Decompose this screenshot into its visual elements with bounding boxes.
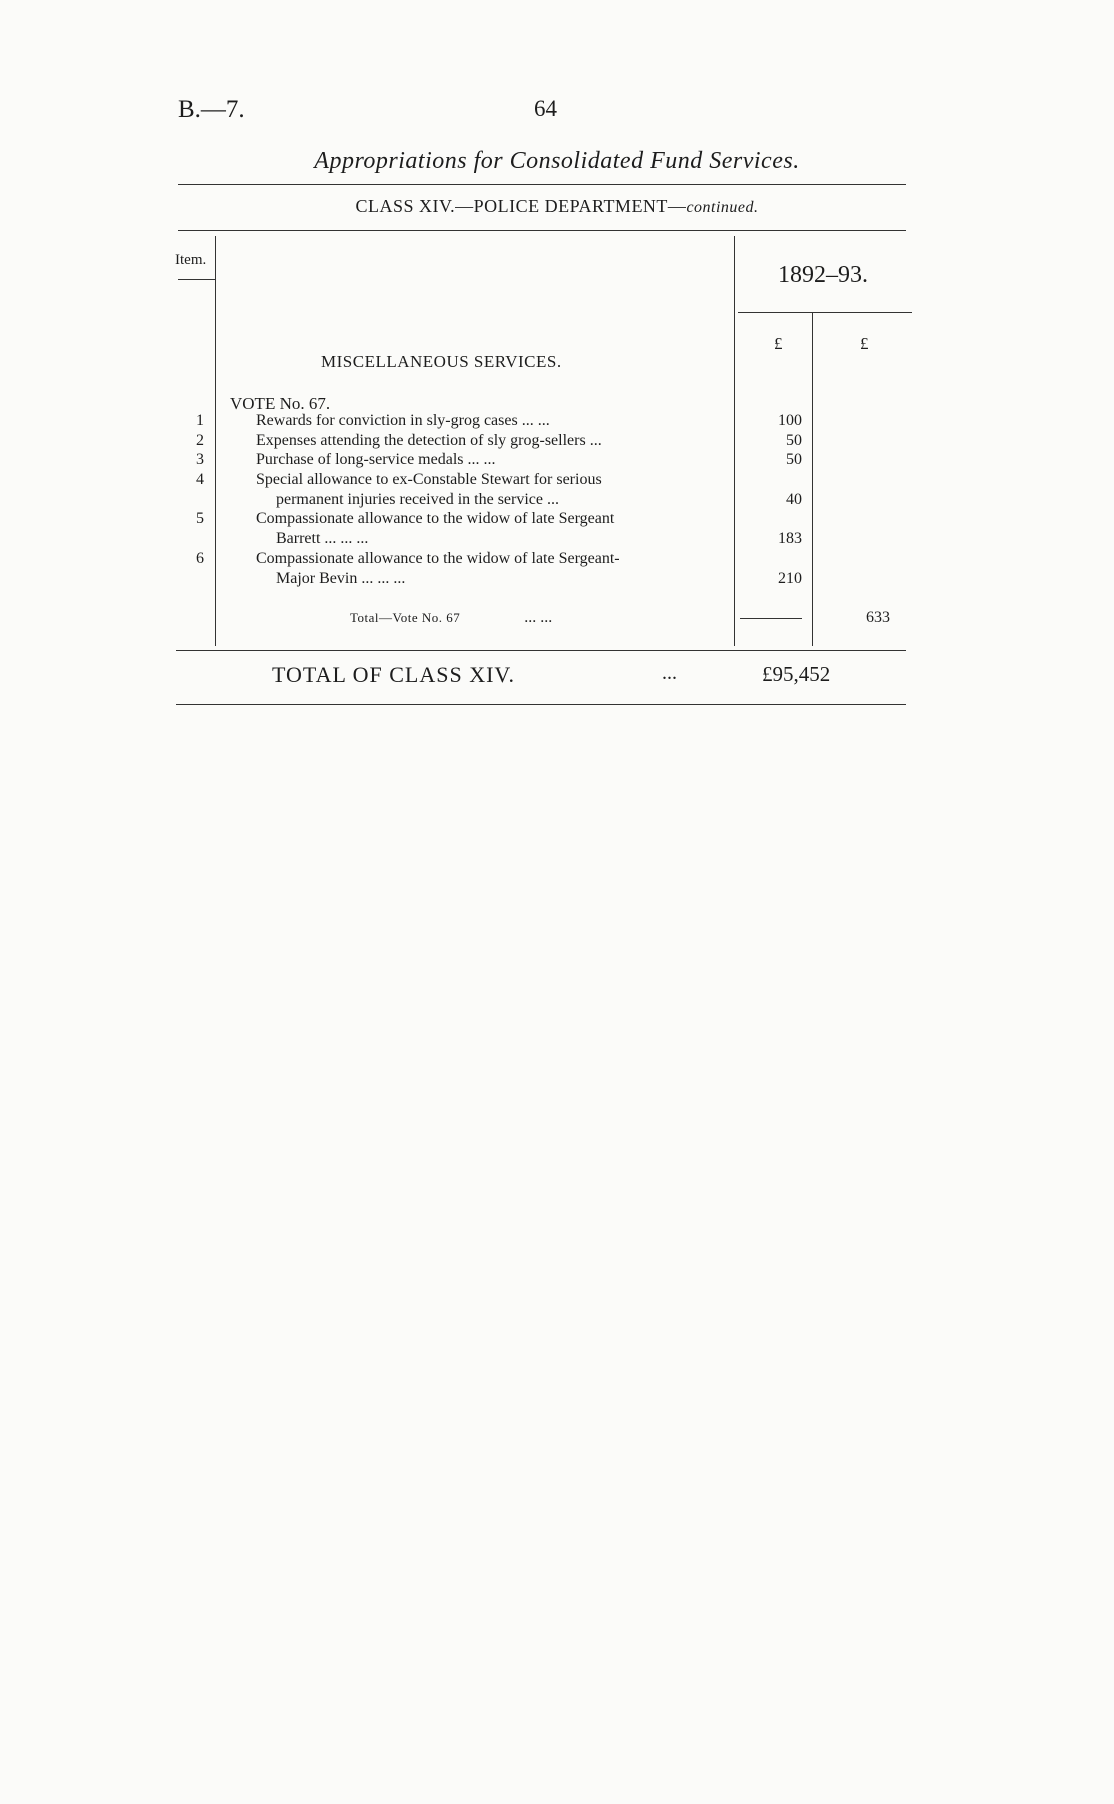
subtotal-dash [740,618,802,619]
item-column-divider [215,236,216,646]
item-number: 5 [196,510,204,527]
grand-total-dots: ... [662,662,677,684]
grand-total-bottom-rule [176,704,906,705]
title-rule [178,184,906,185]
item-number: 4 [196,471,204,488]
vote-total-label [350,609,552,627]
item-amount: 50 [786,432,802,449]
grand-total-label: TOTAL OF CLASS XIV. [272,662,515,687]
item-description-continued: permanent injuries received in the service ... [276,491,559,508]
item-amount: 210 [778,570,802,587]
item-number: 3 [196,451,204,468]
item-description: Rewards for conviction in sly-grog cases ... ... [256,412,550,429]
vote-total-amount: 633 [866,609,890,626]
item-number: 6 [196,550,204,567]
year-column-header: 1892–93. [778,262,868,288]
year-header-underline [738,312,912,313]
item-description: Expenses attending the detection of sly grog-sellers ... [256,432,602,449]
item-column-header: Item. [175,252,207,268]
item-amount: 50 [786,451,802,468]
class-title-main: CLASS XIV.—POLICE DEPARTMENT— [355,196,687,216]
pound-sign-col1: £ [774,334,783,353]
item-description: Compassionate allowance to the widow of late Sergeant [256,510,615,527]
page-number: 64 [534,96,557,121]
table-top-rule [178,230,906,231]
item-description: Compassionate allowance to the widow of late Sergeant- [256,550,620,567]
item-description-continued: Barrett ... ... ... [276,530,369,547]
vote-heading: VOTE No. 67. [230,394,331,413]
item-number: 2 [196,432,204,449]
item-amount: 100 [778,412,802,429]
pound-sign-col2: £ [860,334,869,353]
item-description: Purchase of long-service medals ... ... [256,451,496,468]
document-reference: B.—7. [178,96,245,123]
grand-total-amount: £95,452 [762,662,831,686]
item-amount: 40 [786,491,802,508]
subtotal-column-divider [812,312,813,646]
page-title: Appropriations for Consolidated Fund Services. [314,148,800,174]
item-number: 1 [196,412,204,429]
vote-total-text: Total—Vote No. 67 [350,610,461,625]
section-heading: MISCELLANEOUS SERVICES. [321,352,562,371]
item-description: Special allowance to ex-Constable Stewart for serious [256,471,602,488]
class-title [0,196,1114,217]
item-header-underline [178,279,216,280]
amount-column-divider [734,236,735,646]
grand-total-top-rule [176,650,906,651]
class-title-suffix: continued. [686,199,759,216]
item-amount: 183 [778,530,802,547]
vote-total-dots: ... ... [524,609,553,626]
item-description-continued: Major Bevin ... ... ... [276,570,406,587]
